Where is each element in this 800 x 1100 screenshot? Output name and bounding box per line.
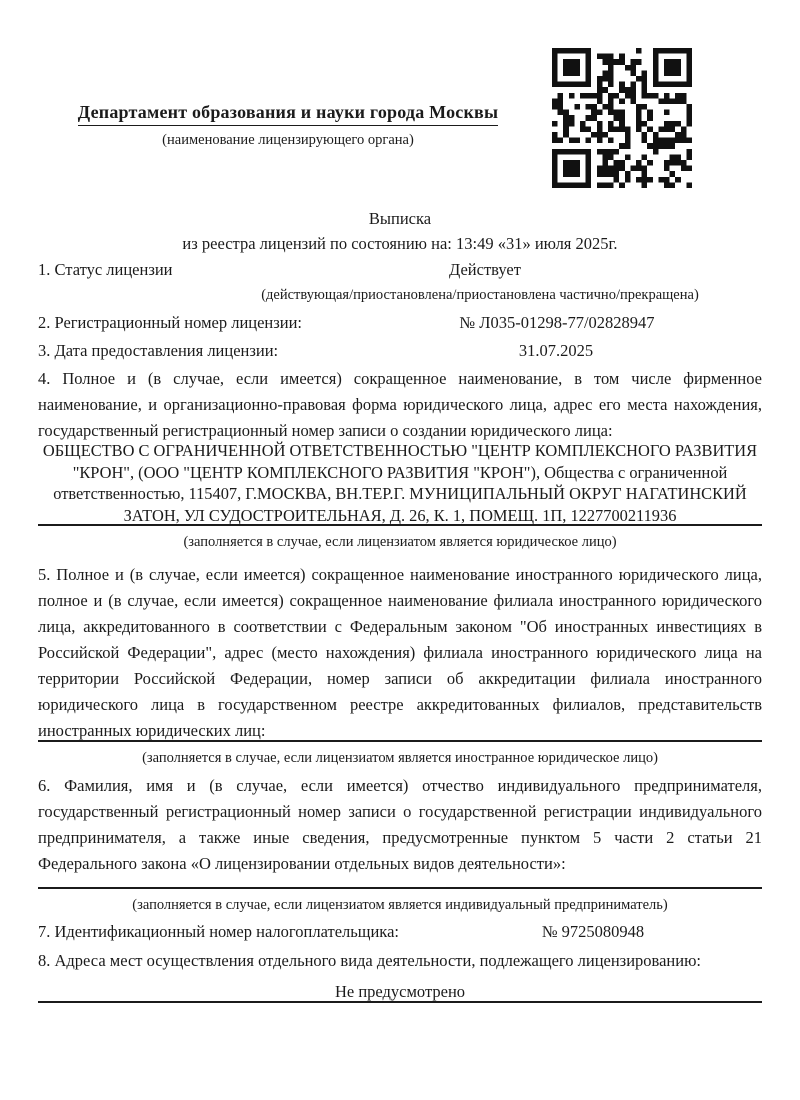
item5-foreign-entity-label: 5. Полное и (в случае, если имеется) сокращенное наименование иностранного юридического лица, полное и (в случае, если имеется) сокращенное наименование филиала иностранного юридического лица, аккредитованного в соответствии с Федеральным законом "Об иностранных инвестициях в Российской Федерации", адрес (место нахождения) филиала иностранного юридического лица на территории Российской Федерации, номер записи об аккредитации филиала иностранного юридического лица в государственном реестре аккредитованных филиалов, представительств иностранных юридических лиц: bbox=[38, 565, 762, 740]
divider-rule-2 bbox=[38, 740, 762, 742]
divider-rule-3 bbox=[38, 887, 762, 889]
status-caption: (действующая/приостановлена/приостановлена частично/прекращена) bbox=[261, 287, 699, 303]
registration-number-label: 2. Регистрационный номер лицензии: bbox=[38, 313, 303, 332]
divider-rule-4 bbox=[38, 1001, 762, 1003]
taxpayer-id-label: 7. Идентификационный номер налогоплательщика: bbox=[38, 922, 399, 941]
registration-number-value: № Л035-01298-77/02828947 bbox=[459, 313, 655, 332]
divider-rule-1 bbox=[38, 524, 762, 526]
item6-caption: (заполняется в случае, если лицензиатом является индивидуальный предприниматель) bbox=[132, 897, 668, 913]
addresses-value: Не предусмотрено bbox=[334, 982, 466, 1001]
licensing-authority-name: Департамент образования и науки города Москвы bbox=[78, 102, 498, 126]
item5-caption: (заполняется в случае, если лицензиатом является иностранное юридическое лицо) bbox=[142, 750, 658, 766]
licensing-authority-caption: (наименование лицензирующего органа) bbox=[162, 132, 414, 148]
document-title: Выписка bbox=[368, 209, 432, 228]
grant-date-value: 31.07.2025 bbox=[518, 341, 594, 360]
taxpayer-id-value: № 9725080948 bbox=[541, 922, 645, 941]
item6-entrepreneur-label: 6. Фамилия, имя и (в случае, если имеется) отчество индивидуального предпринимателя, государственный регистрационный номер записи о государственной регистрации индивидуального предпринимателя, а также иные сведения, предусмотренные пунктом 5 части 2 статьи 21 Федерального закона «О лицензировании отдельных видов деятельности»: bbox=[38, 776, 762, 873]
addresses-label: 8. Адреса мест осуществления отдельного вида деятельности, подлежащего лицензированию: bbox=[38, 951, 701, 970]
document-subtitle: из реестра лицензий по состоянию на: 13:49 «31» июля 2025г. bbox=[182, 234, 618, 253]
item4-caption: (заполняется в случае, если лицензиатом является юридическое лицо) bbox=[183, 534, 617, 550]
licensing-authority-block bbox=[38, 102, 538, 149]
item4-legal-entity-label: 4. Полное и (в случае, если имеется) сокращенное наименование, в том числе фирменное наименование, и организационно-правовая форма юридического лица, адрес его места нахождения, государственный регистрационный номер записи о создании юридического лица: bbox=[38, 369, 762, 440]
qr-code-icon bbox=[552, 48, 692, 188]
status-label: 1. Статус лицензии bbox=[38, 260, 173, 279]
grant-date-label: 3. Дата предоставления лицензии: bbox=[38, 341, 279, 360]
status-value: Действует bbox=[449, 260, 521, 279]
item4-legal-entity-value: ОБЩЕСТВО С ОГРАНИЧЕННОЙ ОТВЕТСТВЕННОСТЬЮ "ЦЕНТР КОМПЛЕКСНОГО РАЗВИТИЯ "КРОН", (ООО "ЦЕНТР КОМПЛЕКСНОГО РАЗВИТИЯ "КРОН"), Общества с ограниченной ответственностью, 115407, Г.МОСКВА, ВН.ТЕР.Г. МУНИЦИПАЛЬНЫЙ ОКРУГ НАГАТИНСКИЙ ЗАТОН, УЛ СУДОСТРОИТЕЛЬНАЯ, Д. 26, К. 1, ПОМЕЩ. 1П, 1227700211936 bbox=[42, 441, 758, 525]
